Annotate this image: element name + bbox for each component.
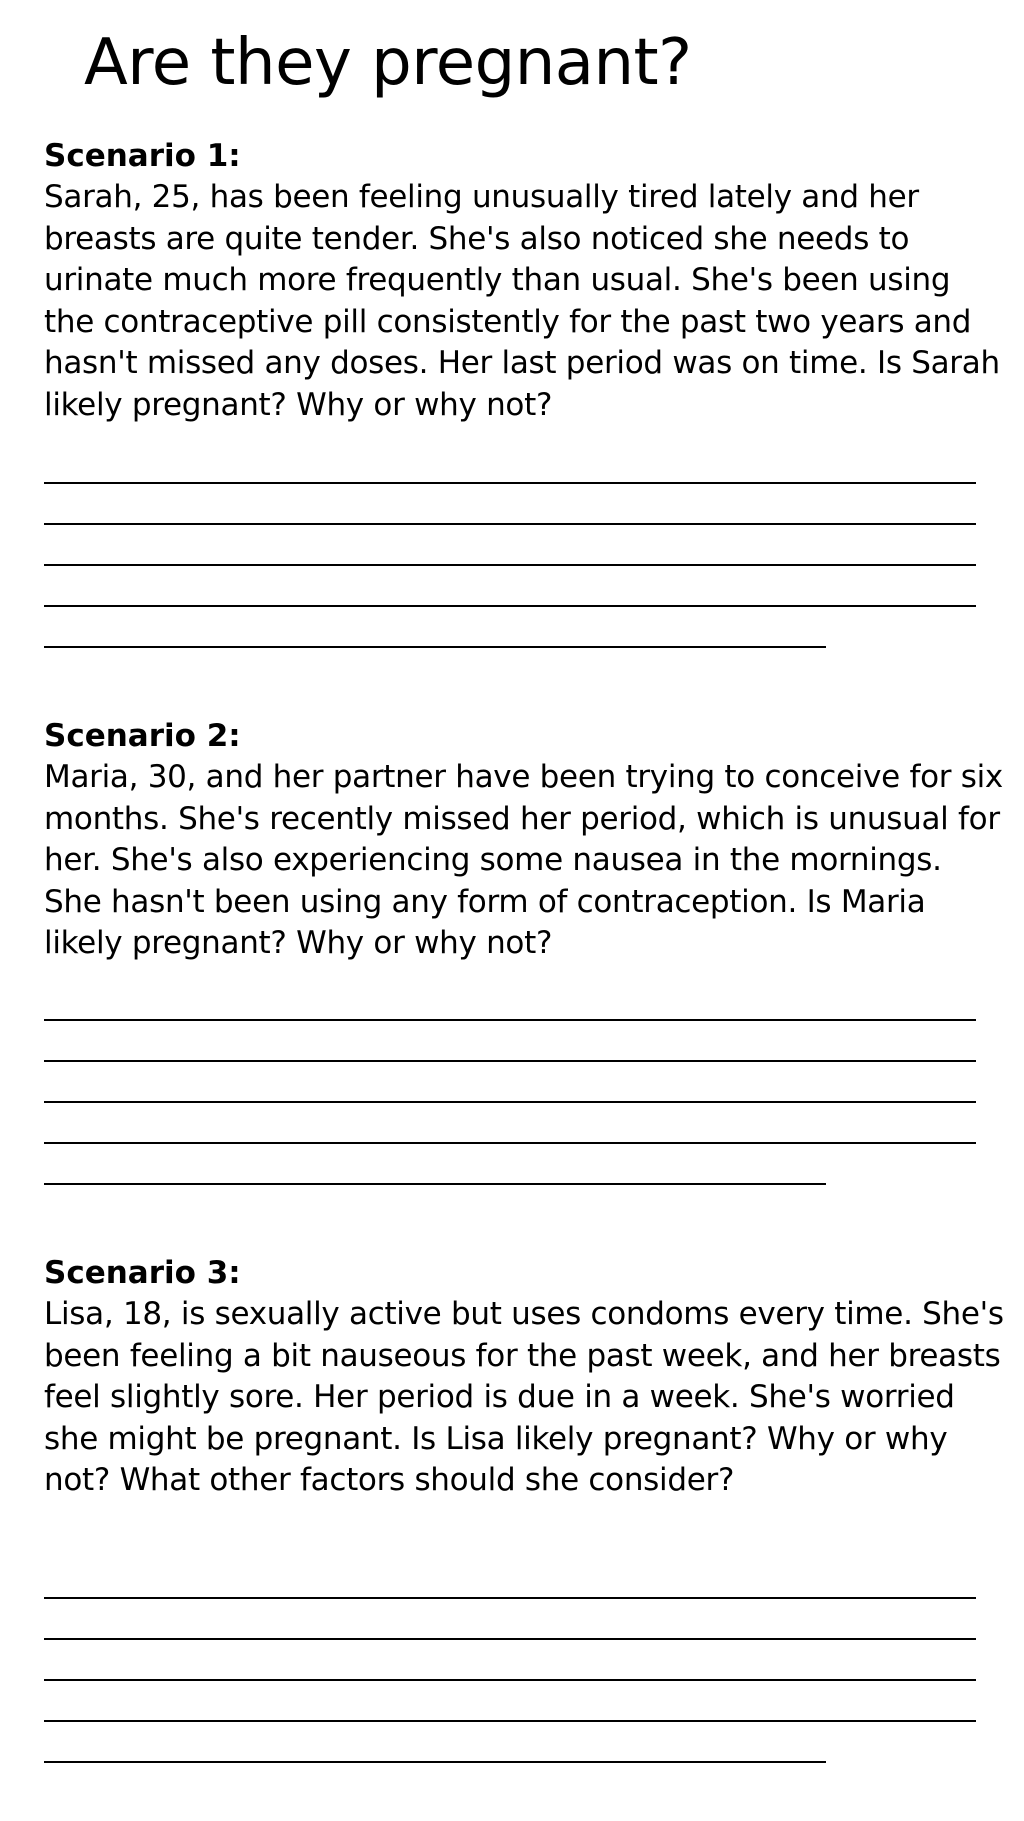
answer-line[interactable] [44, 482, 976, 484]
scenario-2-text: Maria, 30, and her partner have been trying to conceive for six months. She's recently missed her period, which is unusual for her. She's also experiencing some nausea in the mornings. She hasn't been using any form of contraception. Is Maria likely pregnant? Why or why not? [44, 759, 1003, 961]
answer-line[interactable] [44, 646, 826, 648]
scenario-3 [44, 1253, 1004, 1502]
scenario-2-answer-lines [44, 1019, 976, 1224]
answer-line[interactable] [44, 1101, 976, 1103]
answer-line[interactable] [44, 1679, 976, 1681]
answer-line[interactable] [44, 1638, 976, 1640]
answer-line[interactable] [44, 1060, 976, 1062]
answer-line[interactable] [44, 564, 976, 566]
answer-line[interactable] [44, 1597, 976, 1599]
scenario-2-heading: Scenario 2: [44, 718, 241, 754]
scenario-1-text: Sarah, 25, has been feeling unusually tired lately and her breasts are quite tender. She's also noticed she needs to urinate much more frequently than usual. She's been using the contraceptive pill consistently for the past two years and hasn't missed any doses. Her last period was on time. Is Sarah likely pregnant? Why or why not? [44, 179, 1000, 423]
scenario-1 [44, 136, 1004, 426]
scenario-2 [44, 716, 1004, 965]
scenario-1-answer-lines [44, 482, 976, 687]
scenario-3-heading: Scenario 3: [44, 1255, 241, 1291]
answer-line[interactable] [44, 1183, 826, 1185]
answer-line[interactable] [44, 1720, 976, 1722]
scenario-3-answer-lines [44, 1597, 976, 1802]
answer-line[interactable] [44, 605, 976, 607]
answer-line[interactable] [44, 1761, 826, 1763]
answer-line[interactable] [44, 1019, 976, 1021]
answer-line[interactable] [44, 523, 976, 525]
answer-line[interactable] [44, 1142, 976, 1144]
page-title: Are they pregnant? [84, 26, 692, 100]
scenario-1-heading: Scenario 1: [44, 138, 241, 174]
scenario-3-text: Lisa, 18, is sexually active but uses condoms every time. She's been feeling a bit nauseous for the past week, and her breasts feel slightly sore. Her period is due in a week. She's worried she might be pregnant. Is Lisa likely pregnant? Why or why not? What other factors should she consider? [44, 1296, 1004, 1498]
